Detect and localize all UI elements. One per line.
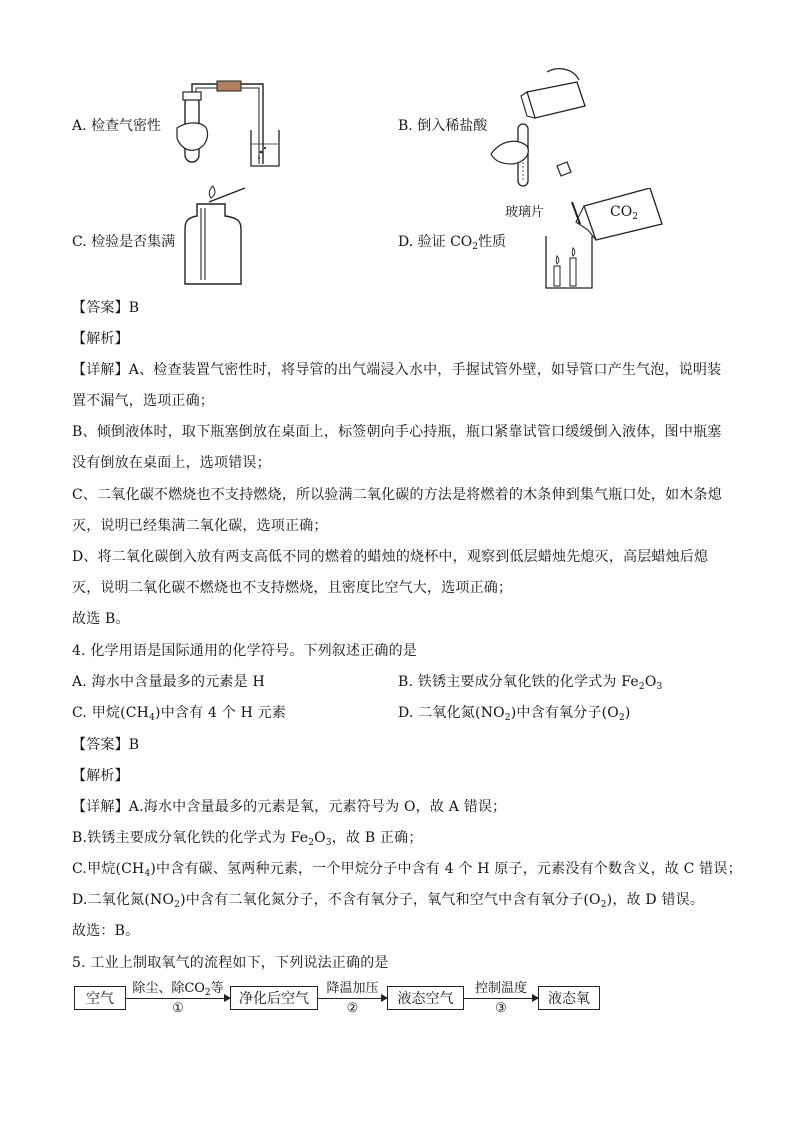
q4-option-a: A. 海水中含量最多的元素是 H — [72, 674, 265, 690]
flow-box-liquid-air: 液态空气 — [387, 986, 464, 1010]
q3-detail-line-3: B、倾倒液体时，取下瓶塞倒放在桌面上，标签朝向手心持瓶，瓶口紧靠试管口缓缓倒入液体，图中瓶塞 — [72, 424, 722, 440]
q3-detail-line-2: 置不漏气，选项正确； — [72, 393, 214, 409]
q3-detail-line-8: 灭，说明二氧化碳不燃烧也不支持燃烧，且密度比空气大，选项正确； — [72, 580, 513, 596]
q3-detail-line-4: 没有倒放在桌面上，选项错误； — [72, 455, 271, 471]
q3-detail-line-7: D、将二氧化碳倒入放有两支高低不同的燃着的蜡烛的烧杯中，观察到低层蜡烛先熄灭，高层蜡烛后熄 — [72, 549, 709, 565]
q4-stem: 4. 化学用语是国际通用的化学符号。下列叙述正确的是 — [72, 643, 418, 659]
option-a-label: A. 检查气密性 — [72, 118, 162, 134]
q4-detail-line-3: C.甲烷$(CH_4)$中含有碳、氢两种元素，一个甲烷分子中含有 4 个 H 原子，元素没有个数含义，故 C 错误； — [72, 861, 742, 879]
flow-box-liquid-oxygen: 液态氧 — [538, 986, 600, 1010]
q3-answer: 【答案】B — [72, 300, 140, 316]
q3-conclusion: 故选 B。 — [72, 611, 130, 627]
flow-arrow-3-step: ③ — [495, 1001, 507, 1016]
pour-acid-figure — [487, 62, 597, 190]
q4-detail-line-4: D.二氧化氮$(NO_2)$中含有二氧化氮分子，不含有氧分子，氧气和空气中含有氧分子$(O_2)$，故 D 错误。 — [72, 892, 705, 910]
q4-answer: 【答案】B — [72, 737, 140, 753]
q4-detail-line-2: B.铁锈主要成分氧化铁的化学式为 $Fe_2O_3$，故 B 正确； — [72, 830, 423, 848]
q5-stem: 5. 工业上制取氧气的流程如下，下列说法正确的是 — [72, 955, 389, 971]
flow-arrow-2-step: ② — [346, 1001, 359, 1016]
flow-box-air: 空气 — [74, 986, 126, 1010]
co2-bottle-label: $CO_2$ — [610, 204, 638, 222]
q3-detail-line-6: 灭，说明已经集满二氧化碳，选项正确； — [72, 518, 328, 534]
airtightness-check-figure — [175, 78, 295, 170]
q4-analysis-heading: 【解析】 — [72, 768, 129, 784]
flow-arrow-1-top-label: 除尘、除$CO_2$等 — [132, 981, 224, 998]
q4-option-d: D. 二氧化氮$(NO_2)$中含有氧分子$(O_2)$ — [398, 705, 631, 723]
flow-box-purified-air: 净化后空气 — [230, 986, 318, 1010]
flow-arrow-1 — [126, 998, 230, 999]
flow-arrow-2 — [318, 998, 387, 999]
glass-plate-label: 玻璃片 — [505, 205, 545, 220]
q3-detail-line-1: 【详解】A、检查装置气密性时，将导管的出气端浸入水中，手握试管外壁，如导管口产生气泡，说明装 — [72, 362, 722, 378]
q4-conclusion: 故选：B。 — [72, 923, 140, 939]
flow-arrow-3 — [464, 998, 538, 999]
co2-verify-figure — [540, 188, 666, 292]
option-b-label: B. 倒入稀盐酸 — [398, 118, 488, 134]
q4-option-b: B. 铁锈主要成分氧化铁的化学式为 $Fe_2O_3$ — [398, 674, 663, 692]
q4-detail-line-1: 【详解】A.海水中含量最多的元素是氧，元素符号为 O，故 A 错误； — [72, 799, 507, 815]
q4-option-c: C. 甲烷$(CH_4)$中含有 4 个 H 元素 — [72, 705, 287, 723]
gas-collection-check-figure — [183, 184, 251, 290]
flow-arrow-3-top-label: 控制温度 — [474, 981, 527, 996]
option-c-label: C. 检验是否集满 — [72, 234, 176, 250]
q3-analysis-heading: 【解析】 — [72, 331, 129, 347]
flow-arrow-2-top-label: 降温加压 — [326, 981, 379, 996]
q3-detail-line-5: C、二氧化碳不燃烧也不支持燃烧，所以验满二氧化碳的方法是将燃着的木条伸到集气瓶口处，如木条熄 — [72, 487, 722, 503]
option-d-label: D. 验证 $CO_2$性质 — [398, 234, 506, 252]
flow-arrow-1-step: ① — [172, 1001, 184, 1016]
